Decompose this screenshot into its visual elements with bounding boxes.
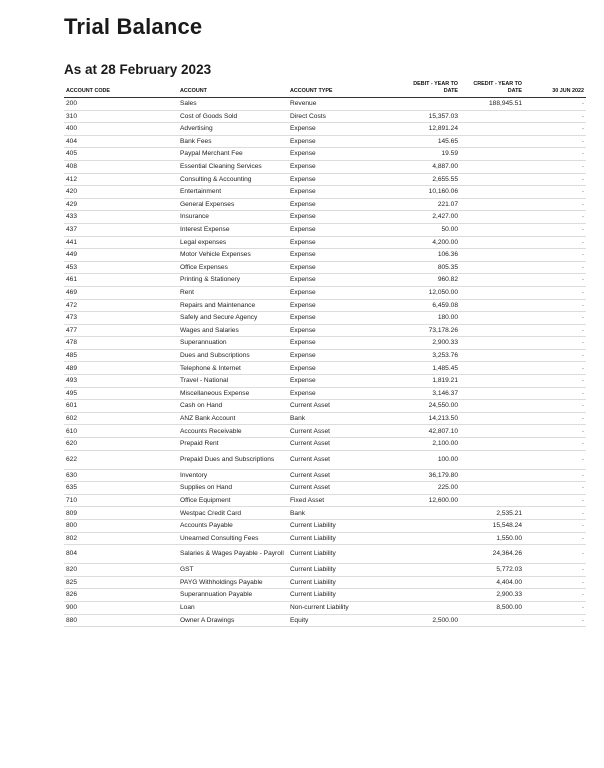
cell-account: General Expenses <box>178 198 288 211</box>
table-row <box>64 349 586 362</box>
header-account: ACCOUNT <box>178 80 288 98</box>
cell-account: Insurance <box>178 211 288 224</box>
cell-debit: 36,179.80 <box>396 469 460 482</box>
cell-debit: 106.36 <box>396 249 460 262</box>
table-row <box>64 576 586 589</box>
cell-prior-period: - <box>524 349 586 362</box>
cell-prior-period: - <box>524 400 586 413</box>
cell-account: Prepaid Dues and Subscriptions <box>178 450 288 469</box>
cell-account-type: Current Asset <box>288 400 396 413</box>
cell-credit <box>460 312 524 325</box>
table-row <box>64 425 586 438</box>
cell-account-code: 825 <box>64 576 178 589</box>
cell-prior-period: - <box>524 135 586 148</box>
cell-account-type: Expense <box>288 274 396 287</box>
cell-prior-period: - <box>524 589 586 602</box>
cell-account-code: 880 <box>64 614 178 627</box>
cell-prior-period: - <box>524 274 586 287</box>
cell-account-type: Expense <box>288 261 396 274</box>
table-row <box>64 494 586 507</box>
cell-credit <box>460 223 524 236</box>
cell-prior-period: - <box>524 123 586 136</box>
cell-debit: 24,550.00 <box>396 400 460 413</box>
cell-debit <box>396 545 460 564</box>
cell-account-type: Expense <box>288 223 396 236</box>
cell-account-type: Current Liability <box>288 545 396 564</box>
cell-debit: 2,100.00 <box>396 438 460 451</box>
cell-prior-period: - <box>524 312 586 325</box>
cell-account-type: Expense <box>288 349 396 362</box>
cell-prior-period: - <box>524 601 586 614</box>
cell-prior-period: - <box>524 286 586 299</box>
cell-credit <box>460 482 524 495</box>
cell-debit: 145.65 <box>396 135 460 148</box>
table-row <box>64 601 586 614</box>
table-row <box>64 198 586 211</box>
cell-account-type: Expense <box>288 249 396 262</box>
cell-prior-period: - <box>524 482 586 495</box>
cell-debit: 50.00 <box>396 223 460 236</box>
cell-account-type: Revenue <box>288 98 396 111</box>
cell-account-code: 489 <box>64 362 178 375</box>
cell-account: Advertising <box>178 123 288 136</box>
cell-account-code: 826 <box>64 589 178 602</box>
cell-debit: 73,178.26 <box>396 324 460 337</box>
table-row <box>64 261 586 274</box>
cell-prior-period: - <box>524 412 586 425</box>
cell-account: Bank Fees <box>178 135 288 148</box>
cell-account-code: 433 <box>64 211 178 224</box>
cell-account: Travel - National <box>178 375 288 388</box>
cell-account-code: 412 <box>64 173 178 186</box>
cell-account: Westpac Credit Card <box>178 507 288 520</box>
cell-account-code: 710 <box>64 494 178 507</box>
cell-account: Office Expenses <box>178 261 288 274</box>
table-row <box>64 482 586 495</box>
cell-account-code: 802 <box>64 532 178 545</box>
cell-debit <box>396 589 460 602</box>
report-title: Trial Balance <box>64 14 203 39</box>
cell-credit <box>460 400 524 413</box>
table-row <box>64 387 586 400</box>
cell-credit: 8,500.00 <box>460 601 524 614</box>
cell-prior-period: - <box>524 211 586 224</box>
cell-credit: 2,900.33 <box>460 589 524 602</box>
cell-account-type: Current Liability <box>288 576 396 589</box>
cell-account-type: Expense <box>288 160 396 173</box>
cell-debit: 1,819.21 <box>396 375 460 388</box>
table-row <box>64 110 586 123</box>
cell-prior-period: - <box>524 425 586 438</box>
cell-credit <box>460 469 524 482</box>
header-prior-period: 30 JUN 2022 <box>524 80 586 98</box>
cell-account: Cost of Goods Sold <box>178 110 288 123</box>
cell-debit: 19.59 <box>396 148 460 161</box>
cell-credit <box>460 438 524 451</box>
cell-account: Sales <box>178 98 288 111</box>
cell-account-code: 602 <box>64 412 178 425</box>
cell-account-type: Expense <box>288 198 396 211</box>
cell-account: Miscellaneous Expense <box>178 387 288 400</box>
cell-account-code: 469 <box>64 286 178 299</box>
cell-prior-period: - <box>524 520 586 533</box>
cell-prior-period: - <box>524 375 586 388</box>
table-row <box>64 545 586 564</box>
cell-account: Telephone & Internet <box>178 362 288 375</box>
cell-account-code: 622 <box>64 450 178 469</box>
cell-account-code: 635 <box>64 482 178 495</box>
cell-account-code: 400 <box>64 123 178 136</box>
cell-debit: 10,160.06 <box>396 186 460 199</box>
cell-account-type: Expense <box>288 375 396 388</box>
cell-account-type: Expense <box>288 299 396 312</box>
cell-credit: 2,535.21 <box>460 507 524 520</box>
cell-prior-period: - <box>524 564 586 577</box>
table-row <box>64 412 586 425</box>
cell-account-code: 461 <box>64 274 178 287</box>
table-row <box>64 400 586 413</box>
table-row <box>64 438 586 451</box>
cell-account-type: Direct Costs <box>288 110 396 123</box>
cell-account-code: 473 <box>64 312 178 325</box>
cell-credit <box>460 450 524 469</box>
cell-account-code: 408 <box>64 160 178 173</box>
cell-account: Rent <box>178 286 288 299</box>
cell-account-code: 809 <box>64 507 178 520</box>
table-row <box>64 450 586 469</box>
table-row <box>64 324 586 337</box>
cell-debit: 3,253.76 <box>396 349 460 362</box>
cell-account: Cash on Hand <box>178 400 288 413</box>
table-row <box>64 249 586 262</box>
cell-account: Inventory <box>178 469 288 482</box>
cell-credit: 188,945.51 <box>460 98 524 111</box>
cell-account-type: Expense <box>288 286 396 299</box>
cell-credit <box>460 324 524 337</box>
cell-account-type: Current Asset <box>288 438 396 451</box>
cell-prior-period: - <box>524 110 586 123</box>
cell-account-type: Current Liability <box>288 589 396 602</box>
cell-prior-period: - <box>524 249 586 262</box>
cell-account: Loan <box>178 601 288 614</box>
cell-account-type: Expense <box>288 312 396 325</box>
cell-account-type: Expense <box>288 135 396 148</box>
cell-account-type: Expense <box>288 236 396 249</box>
table-row <box>64 223 586 236</box>
cell-account-code: 200 <box>64 98 178 111</box>
cell-account-code: 449 <box>64 249 178 262</box>
cell-debit: 42,807.10 <box>396 425 460 438</box>
table-row <box>64 173 586 186</box>
cell-prior-period: - <box>524 387 586 400</box>
cell-account: Consulting & Accounting <box>178 173 288 186</box>
cell-debit: 2,900.33 <box>396 337 460 350</box>
cell-credit <box>460 261 524 274</box>
cell-account-code: 420 <box>64 186 178 199</box>
cell-debit: 960.82 <box>396 274 460 287</box>
cell-account: Salaries & Wages Payable - Payroll <box>178 545 288 564</box>
cell-debit: 2,427.00 <box>396 211 460 224</box>
cell-debit: 3,146.37 <box>396 387 460 400</box>
cell-credit <box>460 236 524 249</box>
cell-account: Entertainment <box>178 186 288 199</box>
cell-account-code: 601 <box>64 400 178 413</box>
cell-prior-period: - <box>524 173 586 186</box>
cell-account: Accounts Payable <box>178 520 288 533</box>
table-row <box>64 160 586 173</box>
cell-account: Wages and Salaries <box>178 324 288 337</box>
cell-account-code: 453 <box>64 261 178 274</box>
cell-account: Dues and Subscriptions <box>178 349 288 362</box>
cell-debit <box>396 507 460 520</box>
cell-credit: 4,404.00 <box>460 576 524 589</box>
cell-account-type: Current Asset <box>288 482 396 495</box>
cell-account-type: Expense <box>288 324 396 337</box>
cell-debit: 221.07 <box>396 198 460 211</box>
cell-account: Motor Vehicle Expenses <box>178 249 288 262</box>
cell-debit: 2,500.00 <box>396 614 460 627</box>
cell-account-type: Bank <box>288 412 396 425</box>
cell-account-type: Current Asset <box>288 425 396 438</box>
cell-account: ANZ Bank Account <box>178 412 288 425</box>
cell-debit <box>396 601 460 614</box>
cell-account-code: 610 <box>64 425 178 438</box>
cell-account: Paypal Merchant Fee <box>178 148 288 161</box>
cell-credit <box>460 110 524 123</box>
cell-credit <box>460 614 524 627</box>
cell-credit <box>460 148 524 161</box>
cell-account-code: 820 <box>64 564 178 577</box>
cell-credit: 5,772.03 <box>460 564 524 577</box>
cell-credit <box>460 299 524 312</box>
cell-credit <box>460 412 524 425</box>
cell-account-type: Bank <box>288 507 396 520</box>
cell-debit <box>396 576 460 589</box>
table-row <box>64 98 586 111</box>
cell-credit <box>460 249 524 262</box>
cell-account-code: 900 <box>64 601 178 614</box>
cell-account-type: Expense <box>288 337 396 350</box>
cell-debit: 180.00 <box>396 312 460 325</box>
table-row <box>64 532 586 545</box>
cell-account: Printing & Stationery <box>178 274 288 287</box>
cell-account-code: 477 <box>64 324 178 337</box>
table-row <box>64 286 586 299</box>
cell-account-code: 800 <box>64 520 178 533</box>
cell-prior-period: - <box>524 261 586 274</box>
cell-credit <box>460 387 524 400</box>
cell-prior-period: - <box>524 299 586 312</box>
table-header-row <box>64 80 586 98</box>
cell-account: Accounts Receivable <box>178 425 288 438</box>
header-debit-ytd: DEBIT - YEAR TO DATE <box>396 80 460 98</box>
cell-account: Interest Expense <box>178 223 288 236</box>
cell-account-type: Fixed Asset <box>288 494 396 507</box>
cell-account-code: 310 <box>64 110 178 123</box>
cell-debit <box>396 564 460 577</box>
cell-credit <box>460 362 524 375</box>
cell-account: Superannuation Payable <box>178 589 288 602</box>
header-credit-ytd: CREDIT - YEAR TO DATE <box>460 80 524 98</box>
table-row <box>64 589 586 602</box>
cell-account: Safely and Secure Agency <box>178 312 288 325</box>
cell-prior-period: - <box>524 576 586 589</box>
cell-account-code: 472 <box>64 299 178 312</box>
table-row <box>64 211 586 224</box>
cell-debit <box>396 520 460 533</box>
cell-credit <box>460 494 524 507</box>
table-row <box>64 312 586 325</box>
table-row <box>64 564 586 577</box>
cell-prior-period: - <box>524 223 586 236</box>
cell-prior-period: - <box>524 469 586 482</box>
cell-prior-period: - <box>524 507 586 520</box>
cell-debit: 225.00 <box>396 482 460 495</box>
cell-account: Owner A Drawings <box>178 614 288 627</box>
cell-account: PAYG Withholdings Payable <box>178 576 288 589</box>
header-account-code: ACCOUNT CODE <box>64 80 178 98</box>
table-row <box>64 299 586 312</box>
cell-debit: 1,485.45 <box>396 362 460 375</box>
cell-account-code: 804 <box>64 545 178 564</box>
cell-account-type: Expense <box>288 123 396 136</box>
cell-prior-period: - <box>524 198 586 211</box>
cell-debit: 12,050.00 <box>396 286 460 299</box>
cell-credit <box>460 349 524 362</box>
cell-debit: 12,891.24 <box>396 123 460 136</box>
table-row <box>64 614 586 627</box>
cell-credit <box>460 198 524 211</box>
cell-prior-period: - <box>524 337 586 350</box>
cell-prior-period: - <box>524 532 586 545</box>
cell-prior-period: - <box>524 324 586 337</box>
table-row <box>64 337 586 350</box>
table-row <box>64 469 586 482</box>
cell-debit <box>396 98 460 111</box>
cell-account-code: 405 <box>64 148 178 161</box>
cell-debit: 4,887.00 <box>396 160 460 173</box>
cell-credit <box>460 375 524 388</box>
cell-prior-period: - <box>524 98 586 111</box>
cell-account: Office Equipment <box>178 494 288 507</box>
cell-account-code: 404 <box>64 135 178 148</box>
cell-credit <box>460 186 524 199</box>
cell-account-code: 478 <box>64 337 178 350</box>
table-row <box>64 236 586 249</box>
cell-account: Unearned Consulting Fees <box>178 532 288 545</box>
table-row <box>64 375 586 388</box>
cell-credit: 1,550.00 <box>460 532 524 545</box>
table-row <box>64 520 586 533</box>
cell-prior-period: - <box>524 160 586 173</box>
cell-credit <box>460 425 524 438</box>
cell-credit: 15,548.24 <box>460 520 524 533</box>
cell-account-code: 437 <box>64 223 178 236</box>
cell-account: Superannuation <box>178 337 288 350</box>
cell-account: Essential Cleaning Services <box>178 160 288 173</box>
cell-account-type: Expense <box>288 148 396 161</box>
cell-account-code: 441 <box>64 236 178 249</box>
cell-account-type: Expense <box>288 173 396 186</box>
cell-credit <box>460 337 524 350</box>
cell-prior-period: - <box>524 236 586 249</box>
cell-credit <box>460 211 524 224</box>
cell-prior-period: - <box>524 362 586 375</box>
cell-account-code: 485 <box>64 349 178 362</box>
cell-debit: 14,213.50 <box>396 412 460 425</box>
cell-prior-period: - <box>524 545 586 564</box>
table-row <box>64 123 586 136</box>
cell-prior-period: - <box>524 438 586 451</box>
cell-debit <box>396 532 460 545</box>
cell-prior-period: - <box>524 148 586 161</box>
cell-account: Repairs and Maintenance <box>178 299 288 312</box>
cell-account-type: Current Asset <box>288 450 396 469</box>
cell-account-type: Equity <box>288 614 396 627</box>
cell-account-type: Current Asset <box>288 469 396 482</box>
cell-debit: 4,200.00 <box>396 236 460 249</box>
cell-account-type: Current Liability <box>288 532 396 545</box>
cell-debit: 2,655.55 <box>396 173 460 186</box>
cell-account-type: Expense <box>288 211 396 224</box>
header-account-type: ACCOUNT TYPE <box>288 80 396 98</box>
table-row <box>64 148 586 161</box>
cell-debit: 805.35 <box>396 261 460 274</box>
cell-account-code: 630 <box>64 469 178 482</box>
cell-account: Prepaid Rent <box>178 438 288 451</box>
cell-account: Supplies on Hand <box>178 482 288 495</box>
cell-debit: 6,459.08 <box>396 299 460 312</box>
table-row <box>64 135 586 148</box>
cell-account-type: Expense <box>288 387 396 400</box>
report-subtitle: As at 28 February 2023 <box>64 62 212 77</box>
cell-credit: 24,364.26 <box>460 545 524 564</box>
cell-account-code: 620 <box>64 438 178 451</box>
trial-balance-table <box>64 80 586 627</box>
cell-prior-period: - <box>524 494 586 507</box>
cell-prior-period: - <box>524 186 586 199</box>
cell-account-type: Current Liability <box>288 520 396 533</box>
cell-debit: 15,357.03 <box>396 110 460 123</box>
cell-prior-period: - <box>524 614 586 627</box>
cell-account-type: Expense <box>288 362 396 375</box>
cell-account-type: Expense <box>288 186 396 199</box>
table-row <box>64 186 586 199</box>
cell-credit <box>460 160 524 173</box>
table-row <box>64 274 586 287</box>
cell-prior-period: - <box>524 450 586 469</box>
cell-debit: 100.00 <box>396 450 460 469</box>
cell-debit: 12,600.00 <box>396 494 460 507</box>
cell-account-code: 429 <box>64 198 178 211</box>
cell-account-type: Non-current Liability <box>288 601 396 614</box>
cell-credit <box>460 274 524 287</box>
cell-account-code: 495 <box>64 387 178 400</box>
table-row <box>64 507 586 520</box>
cell-credit <box>460 286 524 299</box>
table-body <box>64 98 586 627</box>
cell-credit <box>460 135 524 148</box>
cell-account: Legal expenses <box>178 236 288 249</box>
cell-credit <box>460 123 524 136</box>
cell-credit <box>460 173 524 186</box>
cell-account-code: 493 <box>64 375 178 388</box>
cell-account: GST <box>178 564 288 577</box>
table-row <box>64 362 586 375</box>
cell-account-type: Current Liability <box>288 564 396 577</box>
